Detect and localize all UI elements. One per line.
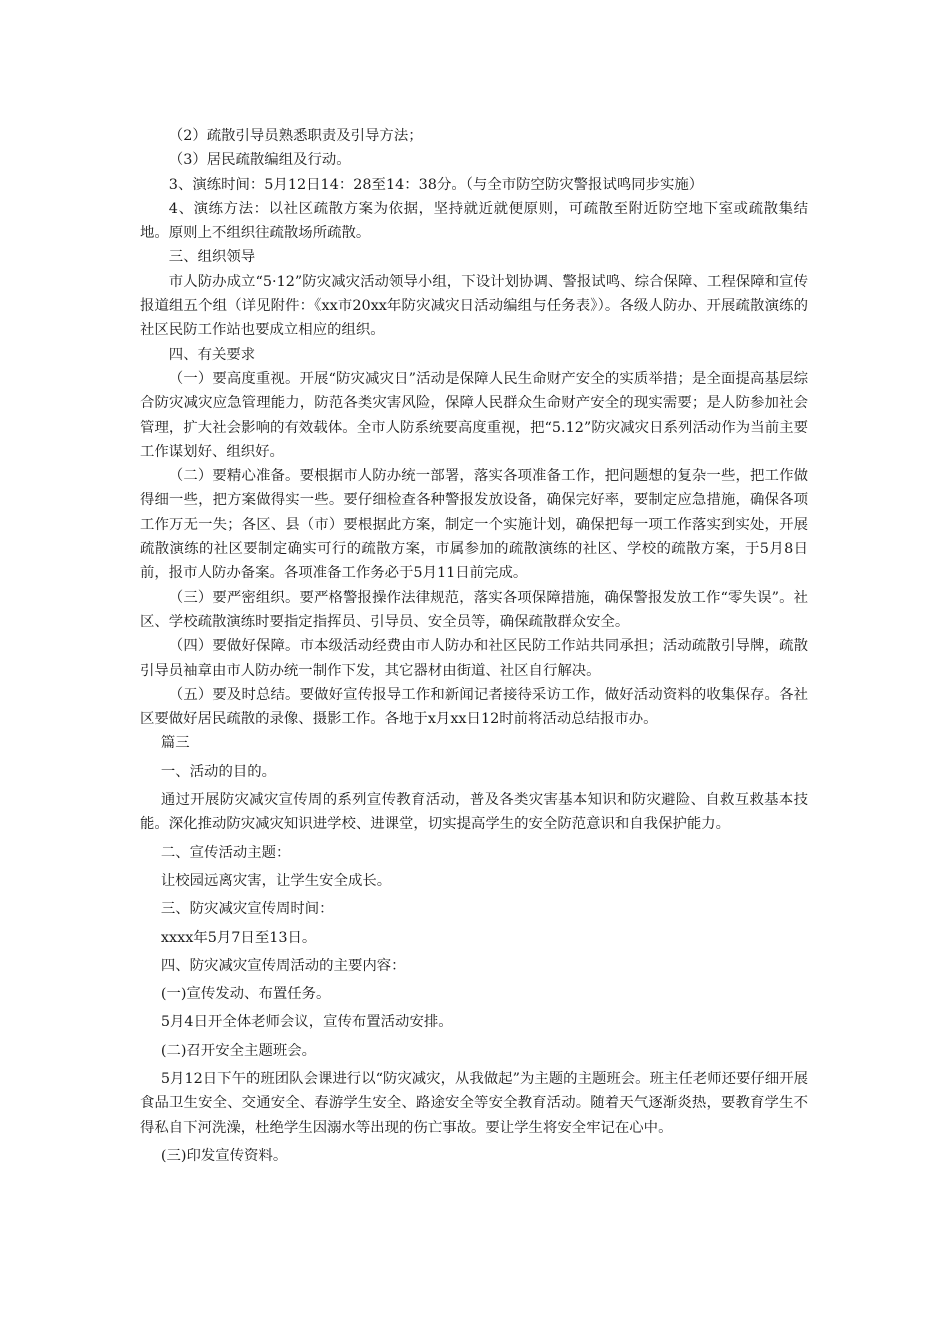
paragraph: （3）居民疏散编组及行动。 — [168, 152, 351, 169]
paragraph: 3、演练时间：5月12日14：28至14：38分。（与全市防空防灾警报试鸣同步实施） — [168, 176, 704, 193]
paragraph: 4、演练方法：以社区疏散方案为依据，坚持就近就便原则，可疏散至附近防空地下室或疏散集结地。原则上不组织往疏散场所疏散。 — [140, 200, 808, 242]
paragraph: （二）要精心准备。要根据市人防办统一部署，落实各项准备工作，把问题想的复杂一些，把工作做得细一些，把方案做得实一些。要仔细检查各种警报发放设备，确保完好率，要制定应急措施，确保各项工作万无一失；各区、县（市）要根据此方案，制定一个实施计划，确保把每一项工作落实到实处，开展疏散演练的社区要制定确实可行的疏散方案，市属参加的疏散演练的社区、学校的疏散方案，于5月8日前，报市人防办备案。各项准备工作务必于5月11日前完成。 — [140, 468, 808, 582]
section-heading: 四、有关要求 — [168, 346, 256, 363]
paragraph: 市人防办成立“5·12”防灾减灾活动领导小组，下设计划协调、警报试鸣、综合保障、工程保障和宣传报道组五个组（详见附件：《xx市20xx年防灾减灾日活动编组与任务表》）。各级人防办、开展疏散演练的社区民防工作站也要成立相应的组织。 — [140, 273, 808, 339]
paragraph: 通过开展防灾减灾宣传周的系列宣传教育活动，普及各类灾害基本知识和防灾避险、自救互救基本技能。深化推动防灾减灾知识进学校、进课堂，切实提高学生的安全防范意识和自我保护能力。 — [140, 792, 808, 833]
paragraph: （四）要做好保障。市本级活动经费由市人防办和社区民防工作站共同承担；活动疏散引导牌，疏散引导员袖章由市人防办统一制作下发，其它器材由街道、社区自行解决。 — [140, 638, 808, 679]
chapter-heading: 篇三 — [160, 735, 190, 752]
subsection-heading: (二)召开安全主题班会。 — [160, 1042, 317, 1059]
paragraph: 5月4日开全体老师会议，宣传布置活动安排。 — [160, 1014, 453, 1031]
section-heading: 三、防灾减灾宣传周时间： — [160, 901, 334, 918]
paragraph: 让校园远离灾害，让学生安全成长。 — [160, 872, 392, 889]
paragraph: xxxx年5月7日至13日。 — [160, 929, 317, 946]
document-body — [140, 124, 808, 1168]
section-heading: 四、防灾减灾宣传周活动的主要内容： — [160, 957, 406, 974]
paragraph: （2）疏散引导员熟悉职责及引导方法； — [168, 128, 423, 144]
section-heading: 二、宣传活动主题： — [160, 844, 291, 861]
subsection-heading: (一)宣传发动、布置任务。 — [160, 986, 331, 1003]
subsection-heading: (三)印发宣传资料。 — [160, 1147, 288, 1164]
paragraph: （三）要严密组织。要严格警报操作法律规范，落实各项保障措施，确保警报发放工作“零失误”。社区、学校疏散演练时要指定指挥员、引导员、安全员等，确保疏散群众安全。 — [140, 589, 808, 630]
paragraph: （五）要及时总结。要做好宣传报导工作和新闻记者接待采访工作，做好活动资料的收集保存。各社区要做好居民疏散的录像、摄影工作。各地于x月xx日12时前将活动总结报市办。 — [140, 686, 808, 728]
section-heading: 一、活动的目的。 — [160, 763, 277, 780]
paragraph: （一）要高度重视。开展“防灾减灾日”活动是保障人民生命财产安全的实质举措；是全面提高基层综合防灾减灾应急管理能力，防范各类灾害风险，保障人民群众生命财产安全的现实需要；是人防参加社会管理，扩大社会影响的有效载体。全市人防系统要高度重视，把“5.12”防灾减灾日系列活动作为当前主要工作谋划好、组织好。 — [140, 370, 808, 460]
paragraph: 5月12日下午的班团队会课进行以“防灾减灾，从我做起”为主题的主题班会。班主任老师还要仔细开展食品卫生安全、交通安全、春游学生安全、路途安全等安全教育活动。随着天气逐渐炎热，要教育学生不得私自下河洗澡，杜绝学生因溺水等出现的伤亡事故。要让学生将安全牢记在心中。 — [140, 1070, 808, 1136]
section-heading: 三、组织领导 — [168, 249, 256, 266]
